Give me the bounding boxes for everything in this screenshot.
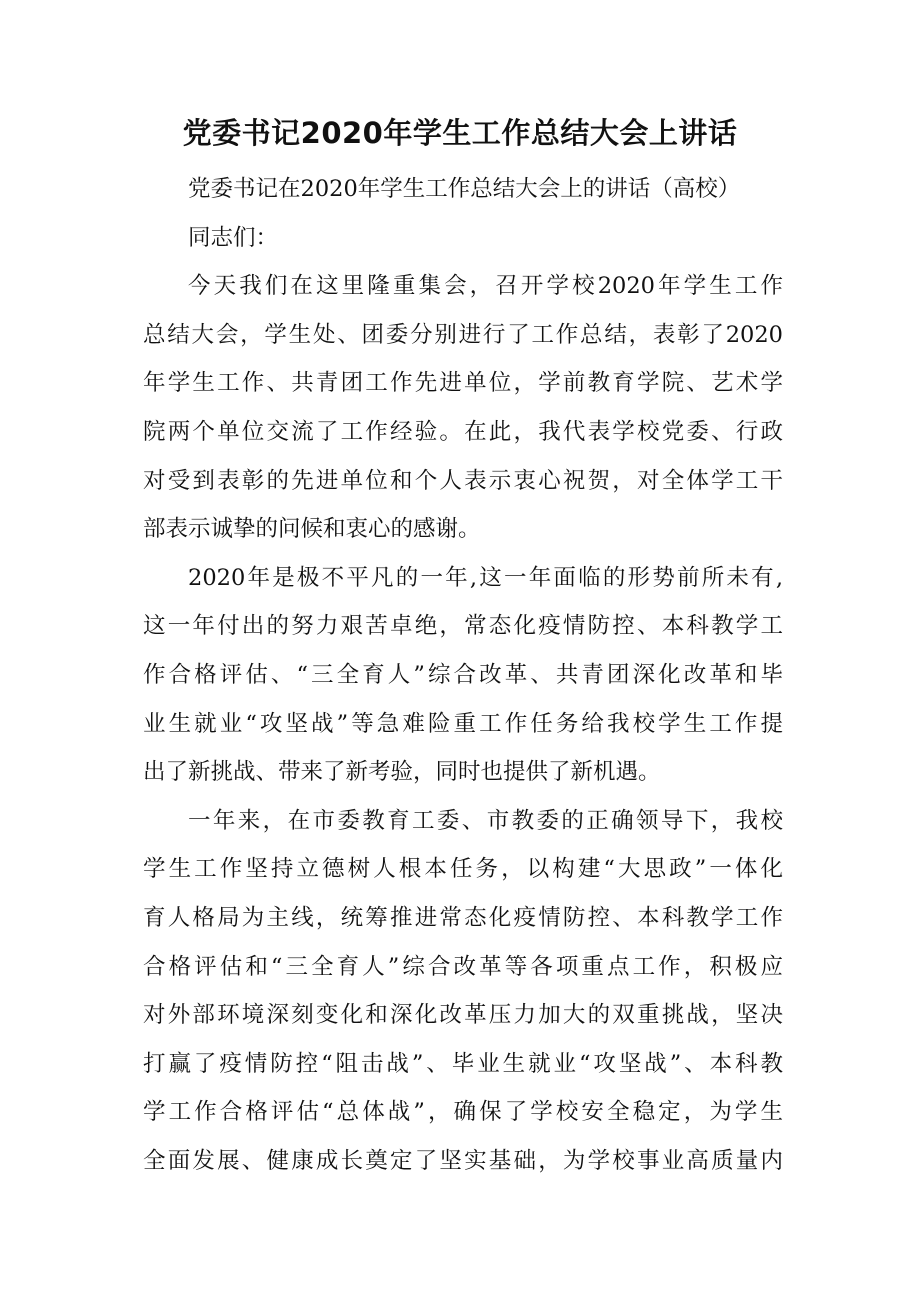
salutation-line: 同志们： bbox=[188, 224, 279, 251]
paragraph-1-line-2: 总结大会，学生处、团委分别进行了工作总结，表彰了2020 bbox=[143, 321, 783, 348]
paragraph-3-line-7: 学工作合格评估“总体战”，确保了学校安全稳定，为学生 bbox=[143, 1099, 783, 1126]
paragraph-3-line-8: 全面发展、健康成长奠定了坚实基础，为学校事业高质量内 bbox=[143, 1147, 783, 1174]
paragraph-2-line-4: 业生就业“攻坚战”等急难险重工作任务给我校学生工作提 bbox=[143, 710, 783, 737]
paragraph-2-line-3: 作合格评估、“三全育人”综合改革、共青团深化改革和毕 bbox=[143, 661, 783, 688]
paragraph-3-line-1: 一年来，在市委教育工委、市教委的正确领导下，我校 bbox=[188, 807, 783, 834]
paragraph-2-line-5: 出了新挑战、带来了新考验，同时也提供了新机遇。 bbox=[143, 759, 661, 786]
paragraph-1-line-1: 今天我们在这里隆重集会，召开学校2020年学生工作 bbox=[188, 273, 783, 300]
paragraph-1-line-5: 对受到表彰的先进单位和个人表示衷心祝贺，对全体学工干 bbox=[143, 467, 783, 494]
paragraph-3-line-3: 育人格局为主线，统筹推进常态化疫情防控、本科教学工作 bbox=[143, 904, 783, 931]
paragraph-2-line-1: 2020年是极不平凡的一年,这一年面临的形势前所未有, bbox=[188, 564, 783, 591]
paragraph-2-line-2: 这一年付出的努力艰苦卓绝，常态化疫情防控、本科教学工 bbox=[143, 613, 783, 640]
paragraph-1-line-6: 部表示诚挚的问候和衷心的感谢。 bbox=[143, 516, 481, 543]
subtitle-line: 党委书记在2020年学生工作总结大会上的讲话（高校） bbox=[188, 176, 741, 202]
document-title: 党委书记2020年学生工作总结大会上讲话 bbox=[182, 116, 738, 150]
paragraph-3-line-4: 合格评估和“三全育人”综合改革等各项重点工作，积极应 bbox=[143, 953, 783, 980]
document-body bbox=[143, 165, 783, 1185]
paragraph-3-line-5: 对外部环境深刻变化和深化改革压力加大的双重挑战，坚决 bbox=[143, 1002, 783, 1029]
paragraph-1-line-4: 院两个单位交流了工作经验。在此，我代表学校党委、行政 bbox=[143, 418, 783, 445]
paragraph-3-line-2: 学生工作坚持立德树人根本任务，以构建“大思政”一体化 bbox=[143, 856, 783, 883]
paragraph-1-line-3: 年学生工作、共青团工作先进单位，学前教育学院、艺术学 bbox=[143, 370, 783, 397]
paragraph-3-line-6: 打赢了疫情防控“阻击战”、毕业生就业“攻坚战”、本科教 bbox=[143, 1050, 783, 1077]
